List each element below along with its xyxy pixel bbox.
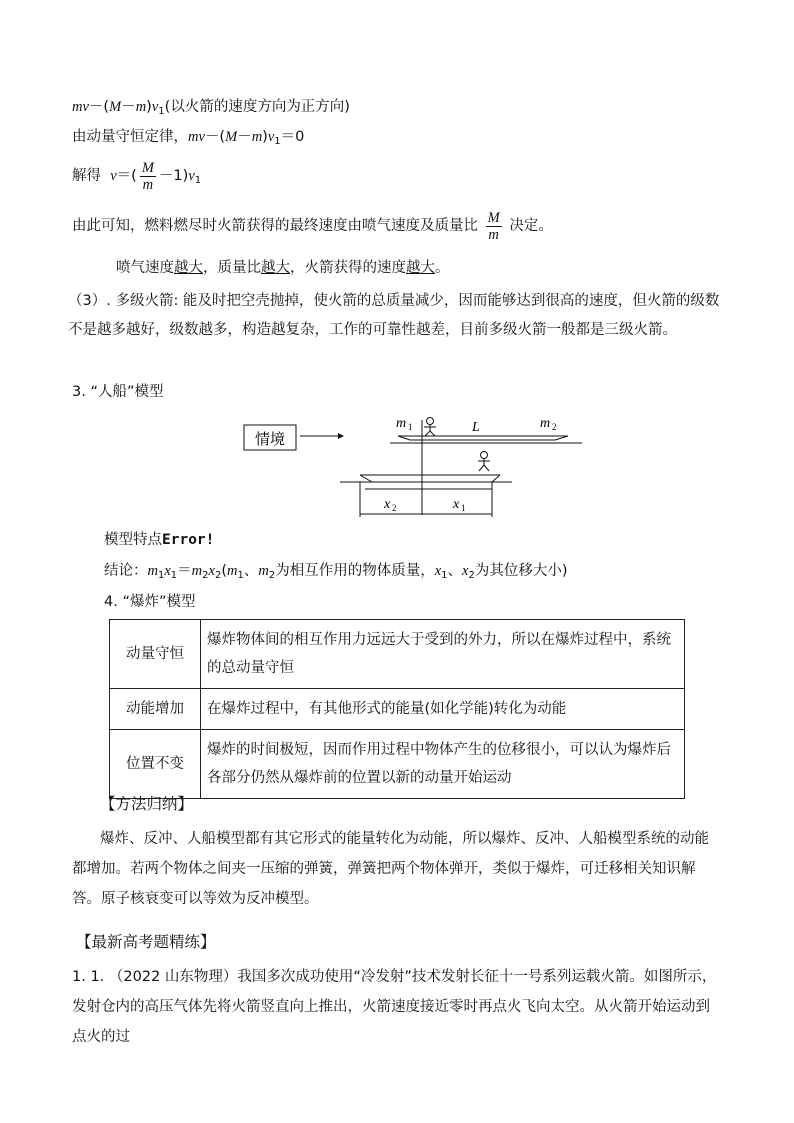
m1-label: m — [396, 416, 407, 431]
section-3-title: 3. “人船”模型 — [72, 384, 164, 400]
man-boat-diagram — [240, 405, 590, 520]
x2-label: x — [384, 497, 391, 512]
row-value: 在爆炸过程中，有其他形式的能量(如化学能)转化为动能 — [201, 689, 685, 730]
conclusion-mass-ratio: 由此可知，燃料燃尽时火箭获得的最终速度由喷气速度及质量比 $\frac{M}{m}$ 决定。 — [72, 209, 553, 243]
section-4-title: 4. “爆炸”模型 — [104, 594, 196, 610]
person-top-icon — [424, 418, 436, 437]
multi-stage-rocket-paragraph: （3）. 多级火箭: 能及时把空壳抛掉，使火箭的总质量减少，因而能够达到很高的速度，但火箭的级数不是越多越好，级数越多，构造越复杂，工作的可靠性越差，目前多级火箭一般都是三级火箭。 — [68, 293, 720, 338]
row-value: 爆炸物体间的相互作用力远远大于受到的外力，所以在爆炸过程中，系统的总动量守恒 — [201, 620, 685, 689]
exam-question-1: 1. 1. （2022 山东物理）我国多次成功使用“冷发射”技术发射长征十一号系列运载火箭。如图所示，发射仓内的高压气体先将火箭竖直向上推出，火箭速度接近零时再点火飞向太空。从火箭开始运动到点火的过 — [72, 969, 717, 1045]
length-label: L — [472, 420, 480, 435]
table-row — [110, 620, 685, 689]
man-boat-conclusion: 结论：$m_1x_1=m_2x_2(m_1$、$m_2$为相互作用的物体质量，$x_1$、$x_2$为其位移大小) — [104, 563, 568, 581]
table-row — [110, 689, 685, 730]
method-heading: 【方法归纳】 — [100, 795, 194, 813]
svg-text:1: 1 — [408, 422, 413, 432]
error-marker: Error! — [162, 532, 215, 548]
m2-label: m — [540, 416, 551, 431]
rocket-summary: 喷气速度越大，质量比越大，火箭获得的速度越大。 — [116, 260, 450, 276]
row-key: 动能增加 — [110, 689, 201, 730]
method-paragraph: 爆炸、反冲、人船模型都有其它形式的能量转化为动能，所以爆炸、反冲、人船模型系统的动能都增加。若两个物体之间夹一压缩的弹簧，弹簧把两个物体弹开，类似于爆炸，可迁移相关知识解答。原子核衰变可以等效为反冲模型。 — [72, 831, 709, 907]
row-key: 动量守恒 — [110, 620, 201, 689]
svg-text:2: 2 — [392, 503, 397, 513]
solution-equation: 解得 v＝( $\frac{M}{m}$ $-1)v_1$ — [72, 159, 202, 193]
person-bottom-icon — [478, 452, 490, 472]
context-label: 情境 — [254, 430, 286, 448]
momentum-expression: $mv-(M-m)v_1$(以火箭的速度方向为正方向) — [72, 99, 350, 117]
table-row — [110, 730, 685, 799]
row-value: 爆炸的时间极短，因而作用过程中物体产生的位移很小，可以认为爆炸后各部分仍然从爆炸前的位置以新的动量开始运动 — [201, 730, 685, 799]
conservation-equation: 由动量守恒定律，$mv-(M-m)v_1=0$ — [72, 129, 305, 147]
x1-label: x — [453, 497, 460, 512]
svg-text:2: 2 — [552, 422, 557, 432]
row-key: 位置不变 — [110, 730, 201, 799]
exam-heading: 【最新高考题精练】 — [76, 933, 216, 951]
model-features: 模型特点Error! — [104, 532, 215, 548]
explosion-model-table — [109, 619, 685, 799]
positive-direction-note: (以火箭的速度方向为正方向) — [164, 99, 350, 115]
svg-text:1: 1 — [461, 503, 466, 513]
